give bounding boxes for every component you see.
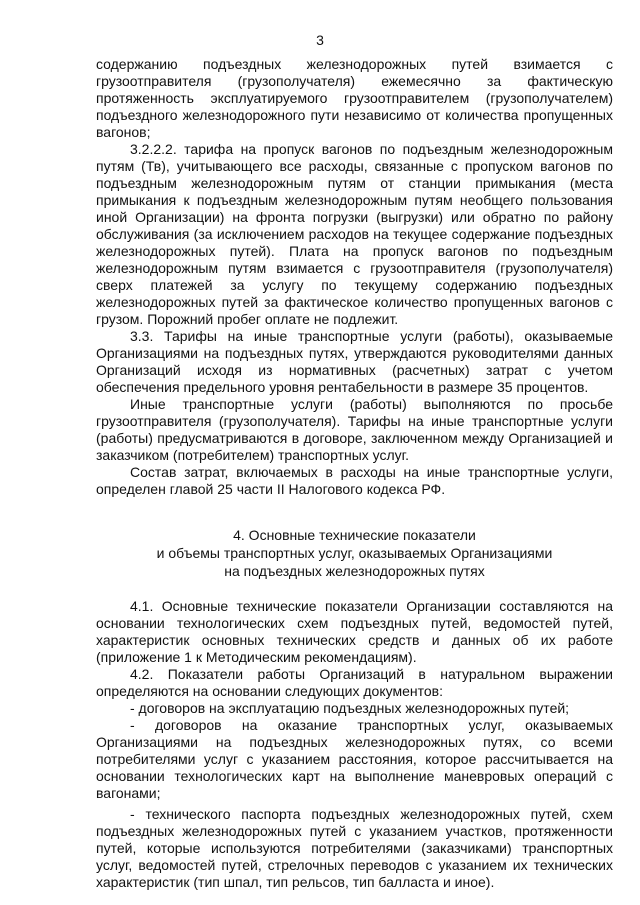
paragraph-other-services: Иные транспортные услуги (работы) выполняются по просьбе грузоотправителя (грузополучателя). Тарифы на иные транспортные услуги (работы) предусматриваются в договоре, заключенном между Организацией и заказчиком (потребителем) транспортных услуг. xyxy=(96,396,613,463)
paragraph-4-2: 4.2. Показатели работы Организаций в натуральном выражении определяются на основании следующих документов: xyxy=(96,666,613,699)
paragraph-3-2-2-2: 3.2.2.2. тарифа на пропуск вагонов по подъездным железнодорожным путям (Тв), учитывающего все расходы, связанные с пропуском вагонов по подъездным железнодорожным путям от станции примыкания (места примыкания к подъездным железнодорожным путям необщего пользования иной Организации) на фронта погрузки (выгрузки) или обратно по району обслуживания (за исключением расходов на текущее содержание подъездных железнодорожных путей). Плата на пропуск вагонов по подъездным железнодорожным путям взимается с грузоотправителя (грузополучателя) сверх платежей за услугу по текущему содержанию подъездных железнодорожных путей за фактическое количество пропущенных вагонов с грузом. Порожний пробег оплате не подлежит. xyxy=(96,141,613,327)
list-item-service-contracts: - договоров на оказание транспортных услуг, оказываемых Организациями на подъездных железнодорожных путях, со всеми потребителями услуг с указанием расстояния, которое рассчитывается на основании технологических карт на выполнение маневровых операций с вагонами; xyxy=(96,717,613,801)
section-4-title xyxy=(96,526,613,580)
section-title-line-3: на подъездных железнодорожных путях xyxy=(224,563,485,579)
paragraph-cost-structure: Состав затрат, включаемых в расходы на иные транспортные услуги, определен главой 25 части II Налогового кодекса РФ. xyxy=(96,464,613,497)
paragraph-3-3: 3.3. Тарифы на иные транспортные услуги (работы), оказываемые Организациями на подъездных путях, утверждаются руководителями данных Организаций исходя из нормативных (расчетных) затрат с учетом обеспечения предельного уровня рентабельности в размере 35 процентов. xyxy=(96,328,613,395)
section-title-line-1: 4. Основные технические показатели xyxy=(233,527,476,543)
document-body xyxy=(96,56,613,891)
paragraph-4-1: 4.1. Основные технические показатели Организации составляются на основании технологических схем подъездных путей, ведомостей путей, характеристик основных технических средств и данных об их работе (приложение 1 к Методическим рекомендациям). xyxy=(96,598,613,665)
paragraph-continuation: содержанию подъездных железнодорожных путей взимается с грузоотправителя (грузополучателя) ежемесячно за фактическую протяженность эксплуатируемого грузоотправителем (грузополучателем) подъездного железнодорожного пути независимо от количества пропущенных вагонов; xyxy=(96,56,613,140)
list-item-operation-contracts: - договоров на эксплуатацию подъездных железнодорожных путей; xyxy=(130,700,570,716)
page-number: 3 xyxy=(316,32,324,48)
section-title-line-2: и объемы транспортных услуг, оказываемых Организациями xyxy=(156,545,553,561)
list-item-technical-passport: - технического паспорта подъездных железнодорожных путей, схем подъездных железнодорожных путей с указанием участков, протяженности путей, которые используются потребителями (заказчиками) транспортных услуг, ведомостей путей, стрелочных переводов с указанием их технических характеристик (тип шпал, тип рельсов, тип балласта и иное). xyxy=(96,806,613,890)
